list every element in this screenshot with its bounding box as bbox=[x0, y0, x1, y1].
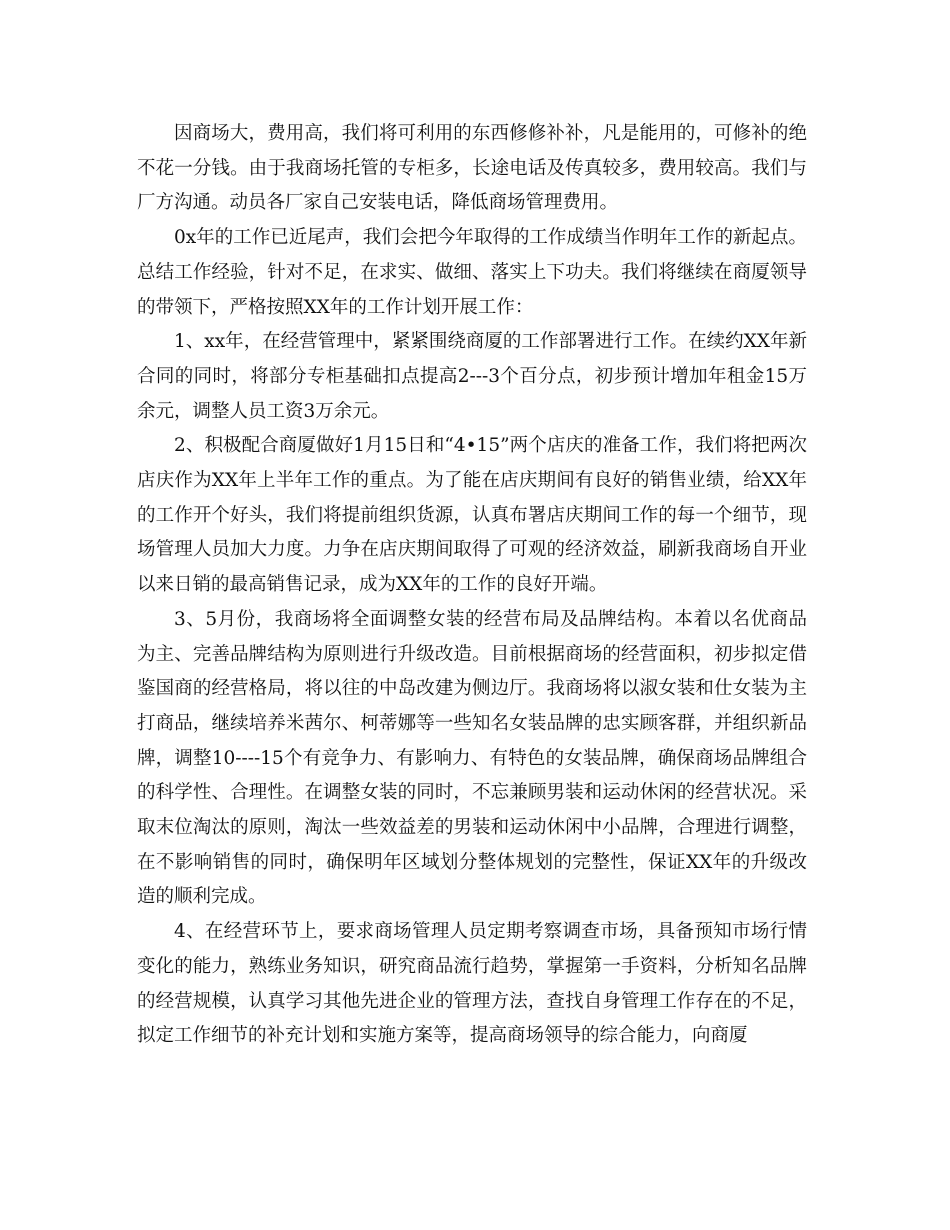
paragraph-plan-item-3: 3、5月份，我商场将全面调整女装的经营布局及品牌结构。本着以名优商品为主、完善品牌结构为原则进行升级改造。目前根据商场的经营面积，初步拟定借鉴国商的经营格局，将以往的中岛改建为侧边厅。我商场将以淑女装和仕女装为主打商品，继续培养米茜尔、柯蒂娜等一些知名女装品牌的忠实顾客群，并组织新品牌，调整10----15个有竞争力、有影响力、有特色的女装品牌，确保商场品牌组合的科学性、合理性。在调整女装的同时，不忘兼顾男装和运动休闲的经营状况。采取末位淘汰的原则，淘汰一些效益差的男装和运动休闲中小品牌，合理进行调整，在不影响销售的同时，确保明年区域划分整体规划的完整性，保证XX年的升级改造的顺利完成。 bbox=[137, 608, 807, 908]
paragraph-cost-saving: 因商场大，费用高，我们将可利用的东西修修补补，凡是能用的，可修补的绝不花一分钱。由于我商场托管的专柜多，长途电话及传真较多，费用较高。我们与厂方沟通。动员各厂家自己安装电话，降低商场管理费用。 bbox=[137, 123, 807, 214]
paragraph-year-summary: 0x年的工作已近尾声，我们会把今年取得的工作成绩当作明年工作的新起点。总结工作经验，针对不足，在求实、做细、落实上下功夫。我们将继续在商厦领导的带领下，严格按照XX年的工作计划开展工作： bbox=[137, 227, 807, 318]
paragraph-plan-item-2: 2、积极配合商厦做好1月15日和“4•15”两个店庆的准备工作，我们将把两次店庆作为XX年上半年工作的重点。为了能在店庆期间有良好的销售业绩，给XX年的工作开个好头，我们将提前组织货源，认真布署店庆期间工作的每一个细节，现场管理人员加大力度。力争在店庆期间取得了可观的经济效益，刷新我商场自开业以来日销的最高销售记录，成为XX年的工作的良好开端。 bbox=[137, 435, 807, 596]
paragraph-plan-item-1: 1、xx年，在经营管理中，紧紧围绕商厦的工作部署进行工作。在续约XX年新合同的同时，将部分专柜基础扣点提高2---3个百分点，初步预计增加年租金15万余元，调整人员工资3万余元。 bbox=[137, 331, 807, 422]
document-body bbox=[137, 117, 807, 1054]
paragraph-plan-item-4: 4、在经营环节上，要求商场管理人员定期考察调查市场，具备预知市场行情变化的能力，熟练业务知识，研究商品流行趋势，掌握第一手资料，分析知名品牌的经营规模，认真学习其他先进企业的管理方法，查找自身管理工作存在的不足，拟定工作细节的补充计划和实施方案等，提高商场领导的综合能力，向商厦 bbox=[137, 921, 807, 1047]
